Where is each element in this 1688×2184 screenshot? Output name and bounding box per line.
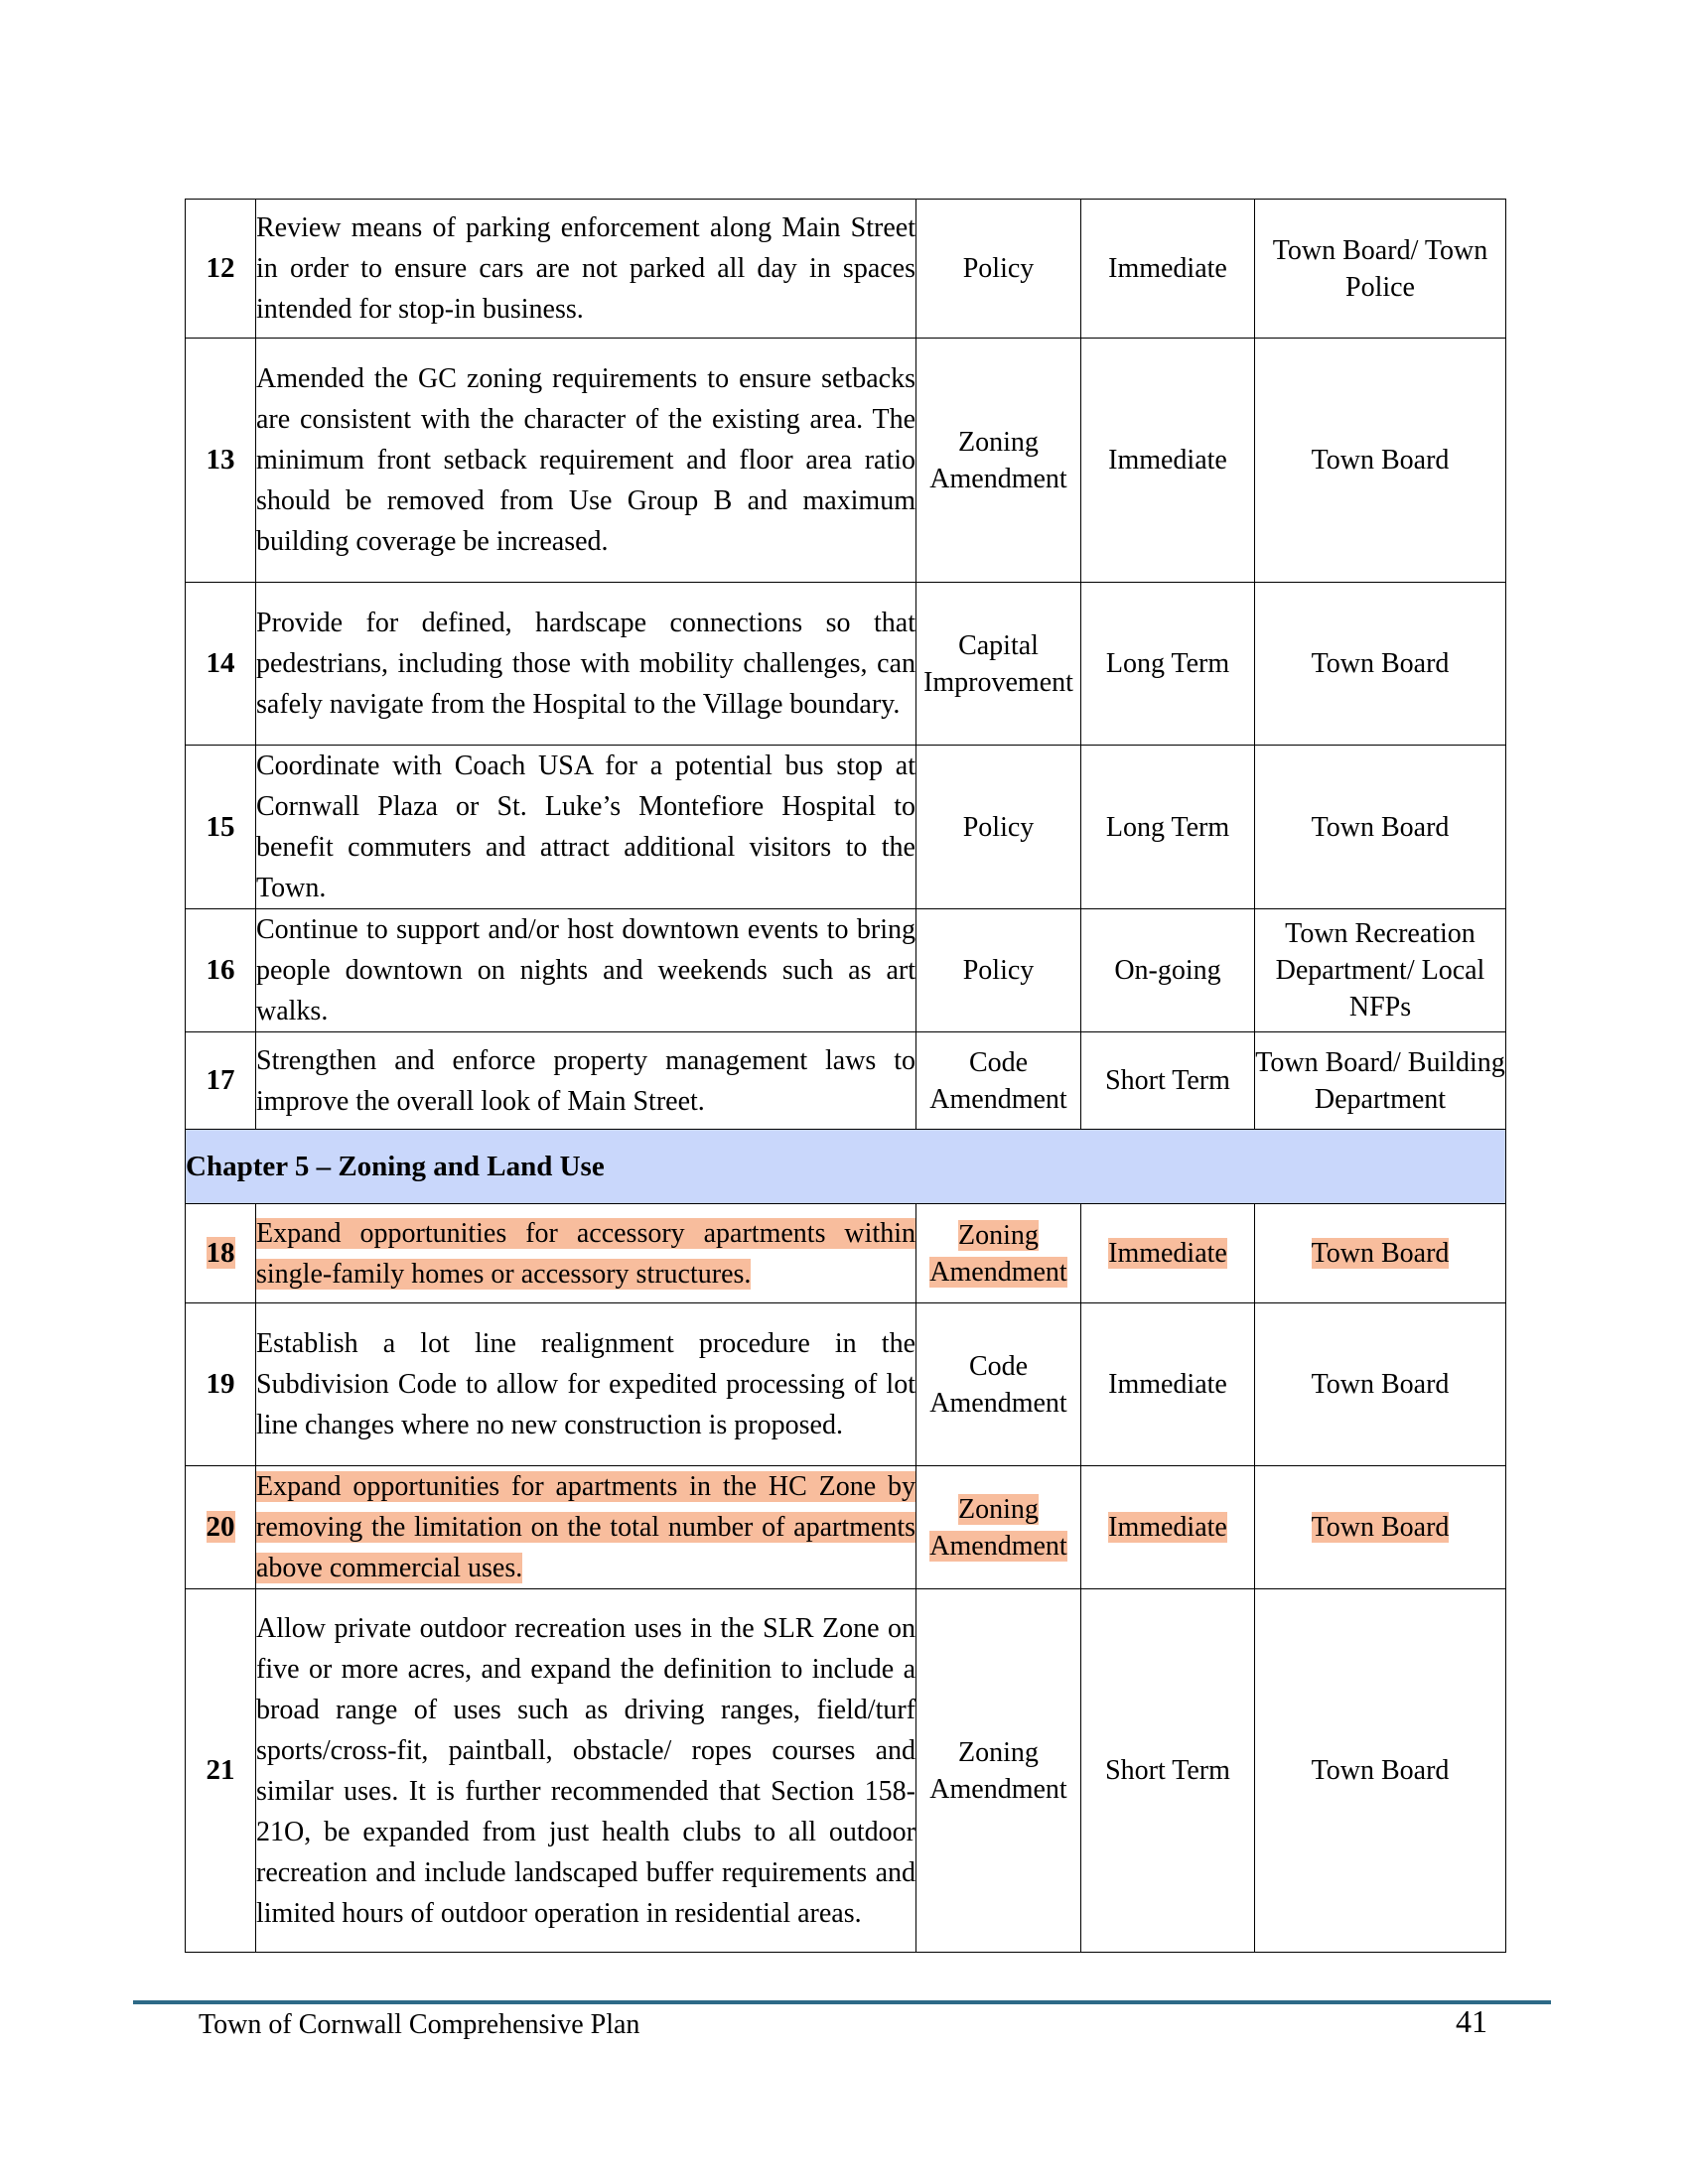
action-plan-table (185, 199, 1506, 1953)
table-row (186, 1032, 1506, 1130)
item-timeframe: Short Term (1081, 1589, 1255, 1953)
table-row (186, 339, 1506, 583)
item-timeframe: Long Term (1081, 583, 1255, 746)
item-number: 17 (186, 1032, 256, 1130)
table-row (186, 200, 1506, 339)
item-description: Provide for defined, hardscape connections so that pedestrians, including those with mobility challenges, can safely navigate from the Hospital to the Village boundary. (256, 583, 916, 746)
item-timeframe: Immediate (1081, 1303, 1255, 1466)
item-timeframe: Long Term (1081, 746, 1255, 909)
highlighted-text: 20 (206, 1511, 235, 1543)
item-responsible: Town Board (1255, 746, 1506, 909)
item-number: 16 (186, 909, 256, 1032)
item-type: Capital Improvement (916, 583, 1081, 746)
chapter-heading: Chapter 5 – Zoning and Land Use (186, 1130, 1506, 1204)
highlighted-text: Expand opportunities for accessory apartments within single-family homes or accessory structures. (256, 1217, 915, 1290)
page-number: 41 (1456, 2003, 1487, 2039)
footer-title: Town of Cornwall Comprehensive Plan (199, 2009, 640, 2040)
table-row (186, 746, 1506, 909)
table-row (186, 909, 1506, 1032)
item-description: Coordinate with Coach USA for a potential bus stop at Cornwall Plaza or St. Luke’s Montefiore Hospital to benefit commuters and attract additional visitors to the Town. (256, 746, 916, 909)
item-description: Review means of parking enforcement along Main Street in order to ensure cars are not parked all day in spaces intended for stop-in business. (256, 200, 916, 339)
item-type: Zoning Amendment (916, 339, 1081, 583)
highlighted-text: Town Board (1311, 1238, 1450, 1269)
item-description: Allow private outdoor recreation uses in the SLR Zone on five or more acres, and expand the definition to include a broad range of uses such as driving ranges, field/turf sports/cross-fit, paintball, obstacle/ ropes courses and similar uses. It is further recommended that Section 158-21O, be expanded from just health clubs to all outdoor recreation and include landscaped buffer requirements and limited hours of outdoor operation in residential areas. (256, 1589, 916, 1953)
highlighted-text: Zoning Amendment (929, 1219, 1067, 1288)
item-timeframe: Immediate (1081, 339, 1255, 583)
highlighted-text: Immediate (1108, 1512, 1227, 1543)
item-timeframe: On-going (1081, 909, 1255, 1032)
item-responsible: Town Board/ Town Police (1255, 200, 1506, 339)
highlighted-text: Immediate (1108, 1238, 1227, 1269)
item-responsible (1255, 1204, 1506, 1303)
item-responsible: Town Recreation Department/ Local NFPs (1255, 909, 1506, 1032)
item-number (186, 1466, 256, 1589)
table-row (186, 1589, 1506, 1953)
item-number: 14 (186, 583, 256, 746)
chapter-row (186, 1130, 1506, 1204)
highlighted-text: Town Board (1311, 1512, 1450, 1543)
item-type (916, 1466, 1081, 1589)
item-timeframe (1081, 1466, 1255, 1589)
item-number (186, 1204, 256, 1303)
highlighted-text: Expand opportunities for apartments in the HC Zone by removing the limitation on the total number of apartments above commercial uses. (256, 1471, 915, 1583)
table-row (186, 1303, 1506, 1466)
item-responsible (1255, 1466, 1506, 1589)
item-number: 21 (186, 1589, 256, 1953)
item-type: Code Amendment (916, 1032, 1081, 1130)
item-type: Policy (916, 909, 1081, 1032)
item-number: 19 (186, 1303, 256, 1466)
item-description: Continue to support and/or host downtown events to bring people downtown on nights and weekends such as art walks. (256, 909, 916, 1032)
item-description: Strengthen and enforce property management laws to improve the overall look of Main Street. (256, 1032, 916, 1130)
item-responsible: Town Board (1255, 583, 1506, 746)
highlighted-text: 18 (206, 1237, 235, 1269)
item-number: 15 (186, 746, 256, 909)
item-timeframe: Short Term (1081, 1032, 1255, 1130)
table-row (186, 1204, 1506, 1303)
item-type: Code Amendment (916, 1303, 1081, 1466)
item-type: Policy (916, 200, 1081, 339)
item-responsible: Town Board (1255, 1303, 1506, 1466)
item-description: Amended the GC zoning requirements to ensure setbacks are consistent with the character of the existing area. The minimum front setback requirement and floor area ratio should be removed from Use Group B and maximum building coverage be increased. (256, 339, 916, 583)
item-number: 12 (186, 200, 256, 339)
table-row (186, 583, 1506, 746)
highlighted-text: Zoning Amendment (929, 1493, 1067, 1562)
item-type (916, 1204, 1081, 1303)
item-description: Establish a lot line realignment procedure in the Subdivision Code to allow for expedited processing of lot line changes where no new construction is proposed. (256, 1303, 916, 1466)
item-number: 13 (186, 339, 256, 583)
item-responsible: Town Board (1255, 1589, 1506, 1953)
item-timeframe (1081, 1204, 1255, 1303)
item-description (256, 1466, 916, 1589)
item-timeframe: Immediate (1081, 200, 1255, 339)
item-description (256, 1204, 916, 1303)
table-row (186, 1466, 1506, 1589)
item-type: Policy (916, 746, 1081, 909)
footer-rule (133, 2000, 1551, 2004)
item-responsible: Town Board (1255, 339, 1506, 583)
item-type: Zoning Amendment (916, 1589, 1081, 1953)
item-responsible: Town Board/ Building Department (1255, 1032, 1506, 1130)
